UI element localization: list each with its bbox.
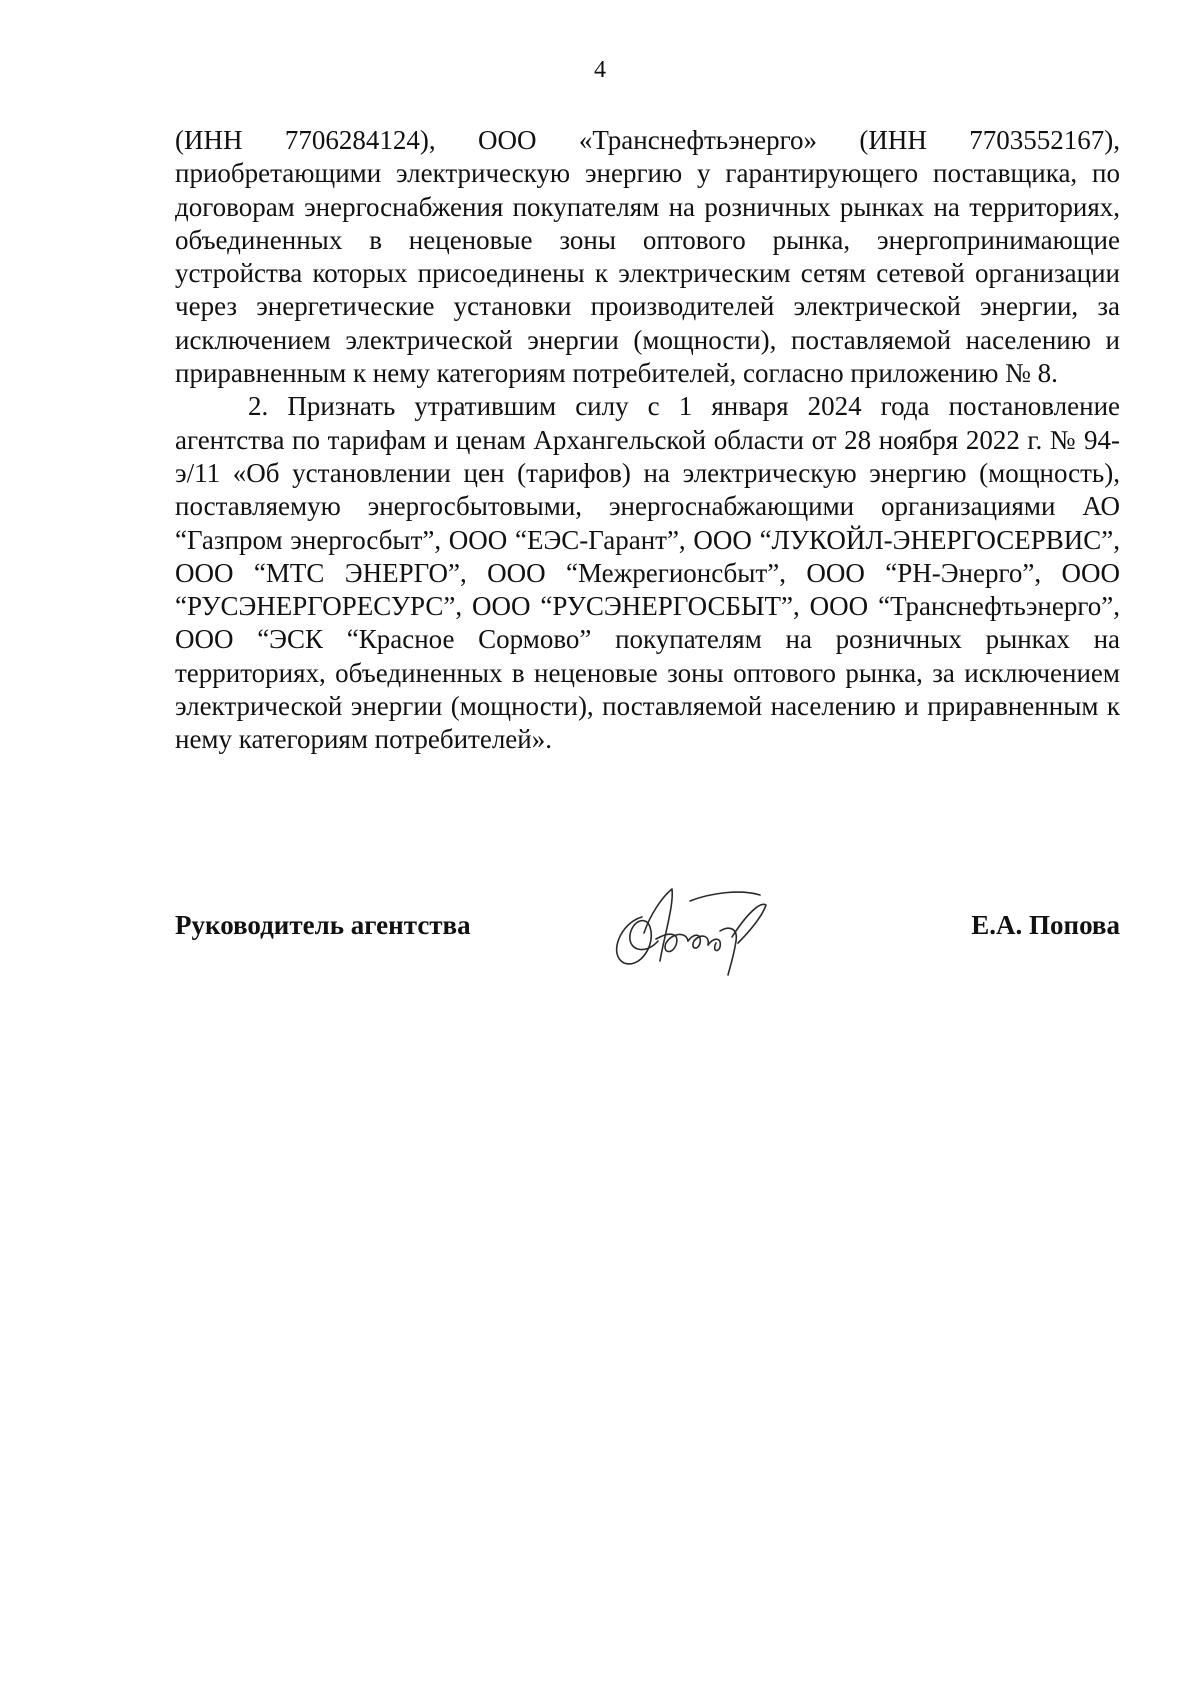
page-number: 4 xyxy=(594,57,606,83)
paragraph-item-2: 2. Признать утратившим силу с 1 января 2024 года постановление агентства по тарифам и ценам Архангельской области от 28 ноября 2022 г. № 94-э/11 «Об установлении цен (тарифов) на электрическую энергию (мощность), поставляемую энергосбытовыми, энергоснабжающими организациями АО “Газпром энергосбыт”, ООО “ЕЭС-Гарант”, ООО “ЛУКОЙЛ-ЭНЕРГОСЕРВИС”, ООО “МТС ЭНЕРГО”, ООО “Межрегионсбыт”, ООО “РН-Энерго”, ООО “РУСЭНЕРГОРЕСУРС”, ООО “РУСЭНЕРГОСБЫТ”, ООО “Транснефтьэнерго”, ООО “ЭСК “Красное Сормово” покупателям на розничных рынках на территориях, объединенных в неценовые зоны оптового рынка, за исключением электрической энергии (мощности), поставляемой населению и приравненным к нему категориям потребителей». xyxy=(175,391,1120,755)
signature-block xyxy=(175,875,1120,985)
signatory-title: Руководитель агентства xyxy=(175,910,471,940)
document-body xyxy=(175,124,1120,757)
signatory-name: Е.А. Попова xyxy=(971,910,1120,940)
handwritten-signature xyxy=(590,875,790,985)
paragraph-continuation: (ИНН 7706284124), ООО «Транснефтьэнерго» (ИНН 7703552167), приобретающими электрическую энергию у гарантирующего поставщика, по договорам энергоснабжения покупателям на розничных рынках на территориях, объединенных в неценовые зоны оптового рынка, энергопринимающие устройства которых присоединены к электрическим сетям сетевой организации через энергетические установки производителей электрической энергии, за исключением электрической энергии (мощности), поставляемой населению и приравненным к нему категориям потребителей, согласно приложению № 8. xyxy=(175,125,1120,389)
